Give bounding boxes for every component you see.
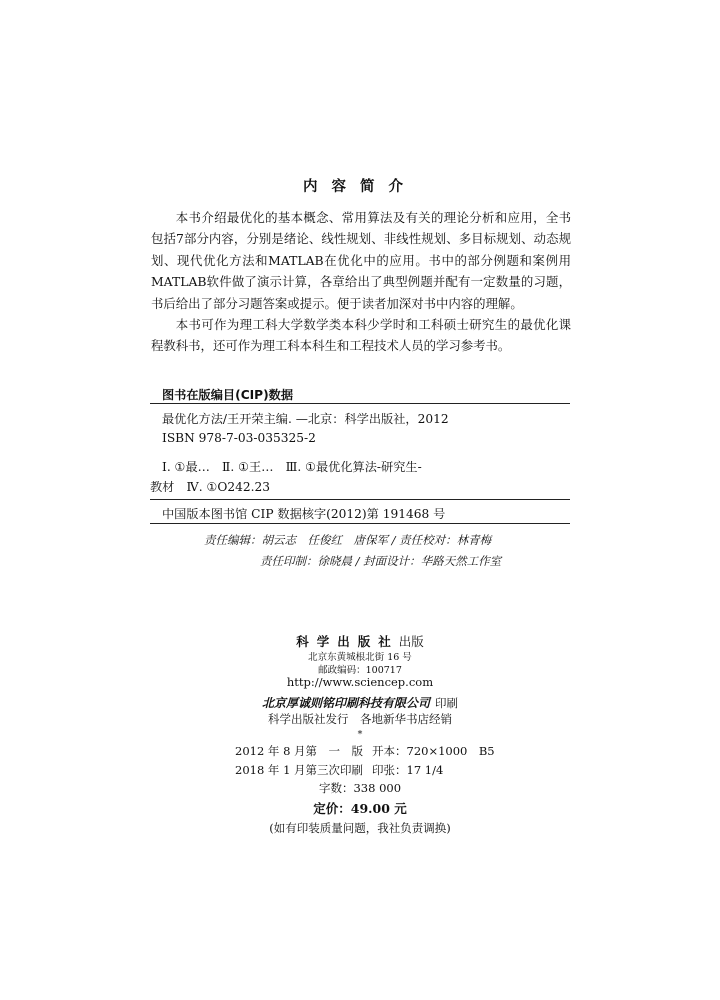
- publisher-name: 科学出版社出版: [296, 634, 424, 649]
- cip-title-line: 最优化方法/王开荣主编. —北京：科学出版社，2012: [162, 412, 449, 426]
- cip-classification-cont: 教材 Ⅳ. ①O242.23: [150, 480, 271, 494]
- credits-production: 责任印制：徐晓晨 / 封面设计：华路天然工作室: [260, 554, 502, 568]
- cip-heading: 图书在版编目(CIP)数据: [162, 388, 294, 402]
- quality-notice: (如有印装质量问题，我社负责调换): [269, 821, 451, 835]
- cip-classification: Ⅰ. ①最… Ⅱ. ①王… Ⅲ. ①最优化算法-研究生-: [162, 460, 422, 474]
- publisher-address: 北京东黄城根北街 16 号: [308, 652, 412, 663]
- separator-asterisk: *: [357, 729, 363, 740]
- credits-editors: 责任编辑：胡云志 任俊红 唐保军 / 责任校对：林青梅: [204, 533, 492, 547]
- intro-paragraph: 本书介绍最优化的基本概念、常用算法及有关的理论分析和应用，全书包括7部分内容，分别是绪论、线性规划、非线性规划、多目标规划、动态规划、现代优化方法和MATLAB在优化中的应用。书中的部分例题和案例用MATLAB软件做了演示计算，各章给出了典型例题并配有一定数量的习题，书后给出了部分习题答案或提示。便于读者加深对书中内容的理解。: [151, 210, 571, 311]
- cip-top-rule: [150, 403, 570, 404]
- publisher-website: http://www.sciencep.com: [286, 675, 434, 689]
- cip-isbn: ISBN 978-7-03-035325-2: [162, 431, 316, 445]
- intro-body: [151, 207, 571, 357]
- cip-record-number: 中国版本图书馆 CIP 数据核字(2012)第 191468 号: [162, 507, 446, 521]
- price: 定价：49.00 元: [313, 801, 407, 816]
- intro-title: 内容简介: [303, 179, 417, 195]
- cip-bottom-rule: [150, 523, 570, 524]
- printing-line: 2018 年 1 月第三次印刷: [235, 763, 364, 777]
- format-line: 开本：720×1000 B5: [372, 744, 495, 758]
- word-count: 字数：338 000: [318, 781, 402, 795]
- printer-name: 北京厚诚则铭印刷科技有限公司: [261, 696, 430, 710]
- intro-paragraph: 本书可作为理工科大学数学类本科少学时和工科硕士研究生的最优化课程教科书，还可作为理工科本科生和工程技术人员的学习参考书。: [151, 317, 571, 354]
- cip-mid-rule: [150, 499, 570, 500]
- publisher-postcode: 邮政编码：100717: [318, 665, 402, 676]
- sheets-line: 印张：17 1/4: [372, 763, 444, 777]
- edition-line: 2012 年 8 月第 一 版: [235, 744, 364, 758]
- distribution-line: 科学出版社发行 各地新华书店经销: [268, 712, 452, 726]
- printer-line: 北京厚诚则铭印刷科技有限公司 印刷: [261, 696, 459, 710]
